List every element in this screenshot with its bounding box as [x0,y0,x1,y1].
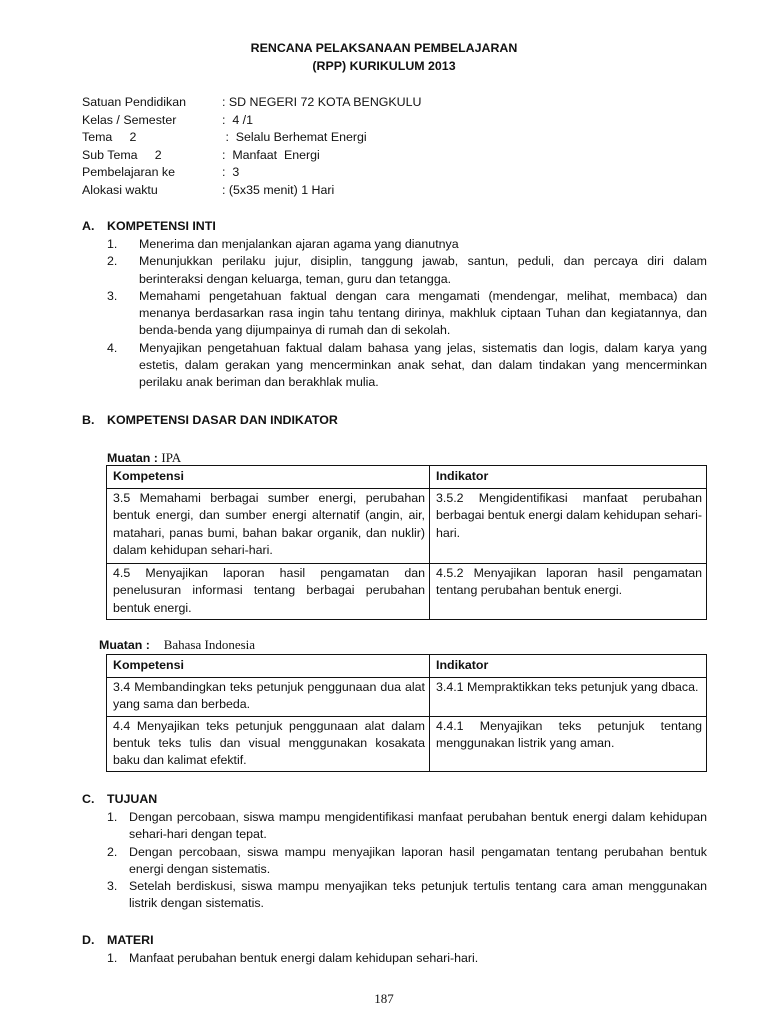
item-text: Menerima dan menjalankan ajaran agama yang dianutnya [139,237,459,251]
table-row [107,678,707,717]
table-row [107,716,707,772]
identity-value: : (5x35 menit) 1 Hari [222,182,335,197]
identity-value: : Selalu Berhemat Energi [222,130,367,145]
item-number: 2. [107,254,118,269]
item-text: Setelah berdiskusi, siswa mampu menyajikan teks petunjuk tertulis tentang cara aman menggunakan listrik dengan sistematis. [129,879,707,911]
section-title: MATERI [107,933,154,947]
kompetensi-cell: 3.5 Memahami berbagai sumber energi, perubahan bentuk energi, dan sumber energi alternatif (angin, air, matahari, panas bumi, bahan bakar organik, dan nuklir) dalam kehidupan sehari-hari. [107,489,430,564]
identity-row [82,164,421,182]
column-header: Kompetensi [107,655,430,678]
item-text: Dengan percobaan, siswa mampu mengidentifikasi manfaat perubahan bentuk energi dalam kehidupan sehari-hari dengan tepat. [129,810,707,842]
item-text: Menunjukkan perilaku jujur, disiplin, tanggung jawab, santun, peduli, dan percaya diri dalam berinteraksi dengan keluarga, teman, guru dan tetangga. [139,254,707,286]
tujuan-list [107,809,707,913]
identity-label: Pembelajaran ke [82,165,175,180]
list-item [107,844,707,879]
identity-label: Tema 2 [82,130,137,145]
identity-value: : 3 [222,165,240,180]
list-item [107,288,707,340]
section-letter: C. [82,792,95,806]
identity-value: : Manfaat Energi [222,147,320,162]
section-title: KOMPETENSI INTI [107,219,216,233]
indikator-cell: 3.5.2 Mengidentifikasi manfaat perubahan berbagai bentuk energi dalam kehidupan sehari-hari. [430,489,707,564]
document-title: RENCANA PELAKSANAAN PEMBELAJARAN [250,41,518,55]
document-subtitle: (RPP) KURIKULUM 2013 [312,59,456,73]
kompetensi-cell: 3.4 Membandingkan teks petunjuk penggunaan dua alat yang sama dan berbeda. [107,678,430,717]
table-header-row [107,655,707,678]
section-title: KOMPETENSI DASAR DAN INDIKATOR [107,413,338,427]
identity-label: Sub Tema 2 [82,147,162,162]
item-number: 3. [107,288,118,303]
table-row [107,489,707,564]
item-number: 1. [107,951,118,965]
identity-row [82,182,421,200]
identity-value: : 4 /1 [222,112,253,127]
section-title: TUJUAN [107,792,158,806]
column-header: Indikator [430,466,707,489]
section-letter: D. [82,933,95,947]
list-item [107,340,707,392]
list-item [107,878,707,913]
section-c-heading [82,791,157,808]
list-item [107,253,707,288]
item-number: 4. [107,340,118,355]
item-number: 2. [107,844,118,859]
muatan-label: Muatan : [107,451,158,465]
page-number: 187 [374,991,394,1006]
item-number: 1. [107,810,118,824]
section-a-heading [82,218,216,235]
section-b-heading [82,412,338,429]
indikator-cell: 3.4.1 Mempraktikkan teks petunjuk yang dbaca. [430,678,707,717]
muatan-bahasa-label [99,636,255,654]
muatan-label: Muatan : [99,638,150,652]
item-text: Manfaat perubahan bentuk energi dalam kehidupan sehari-hari. [129,951,479,965]
muatan-value: Bahasa Indonesia [163,637,256,652]
kd-table-ipa [106,465,707,620]
identity-row [82,129,421,147]
identity-row [82,147,421,165]
indikator-cell: 4.4.1 Menyajikan teks petunjuk tentang menggunakan listrik yang aman. [430,716,707,772]
table-row [107,564,707,620]
item-text: Menyajikan pengetahuan faktual dalam bahasa yang jelas, sistematis dan logis, dalam karya yang estetis, dalam gerakan yang mencerminkan anak sehat, dan dalam tindakan yang mencerminkan perilaku anak beriman dan berakhlak mulia. [139,340,707,390]
table-header-row [107,466,707,489]
kompetensi-inti-list [107,236,707,392]
column-header: Indikator [430,655,707,678]
section-letter: B. [82,413,95,427]
section-d-heading [82,932,154,949]
list-item [107,236,707,253]
item-text: Memahami pengetahuan faktual dengan cara mengamati (mendengar, melihat, membaca) dan menanya berdasarkan rasa ingin tahu tentang dirinya, makhluk ciptaan Tuhan dan kegiatannya, dan benda-benda yang dijumpainya di rumah dan di sekolah. [139,288,707,338]
kd-table-bahasa [106,654,707,772]
identity-row [82,94,421,112]
section-letter: A. [82,219,95,233]
identity-label: Alokasi waktu [82,182,158,197]
item-number: 3. [107,879,118,894]
list-item [107,950,707,967]
item-number: 1. [107,237,118,251]
kompetensi-cell: 4.4 Menyajikan teks petunjuk penggunaan alat dalam bentuk teks tulis dan visual menggunakan kosakata baku dan kalimat efektif. [107,716,430,772]
identity-label: Satuan Pendidikan [82,95,187,109]
indikator-cell: 4.5.2 Menyajikan laporan hasil pengamatan tentang perubahan bentuk energi. [430,564,707,620]
identity-row [82,112,421,130]
identity-block [82,94,421,200]
materi-list [107,950,707,967]
identity-label: Kelas / Semester [82,112,177,127]
list-item [107,809,707,844]
column-header: Kompetensi [107,466,430,489]
identity-value: : SD NEGERI 72 KOTA BENGKULU [222,95,422,109]
item-text: Dengan percobaan, siswa mampu menyajikan laporan hasil pengamatan tentang perubahan bentuk energi dengan sistematis. [129,844,707,876]
muatan-value: IPA [161,450,182,465]
kompetensi-cell: 4.5 Menyajikan laporan hasil pengamatan dan penelusuran informasi tentang berbagai perubahan bentuk energi. [107,564,430,620]
